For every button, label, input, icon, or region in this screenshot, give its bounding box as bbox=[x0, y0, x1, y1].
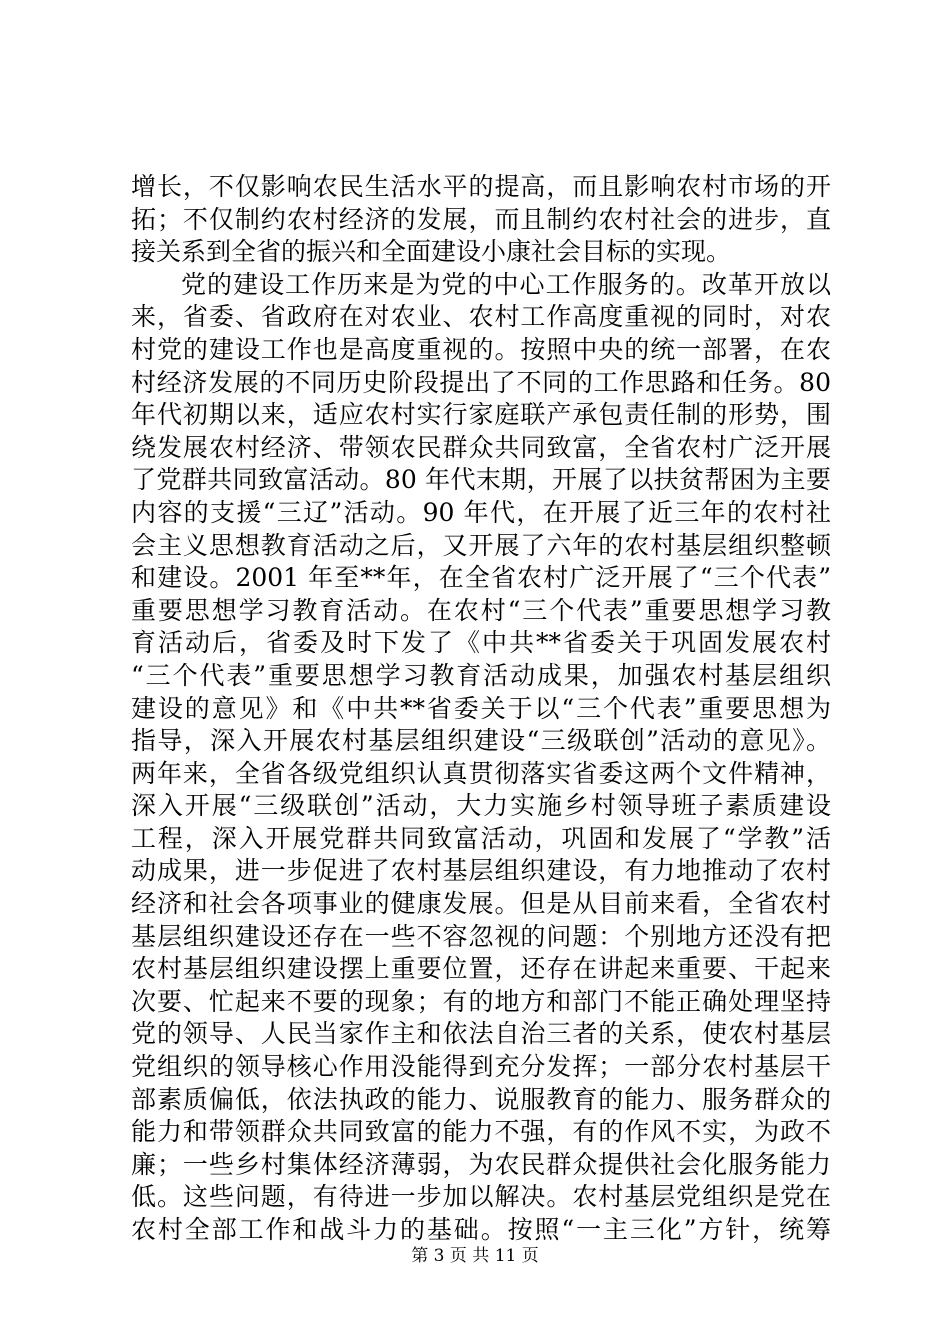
text-line: 会主义思想教育活动之后，又开展了六年的农村基层组织整顿 bbox=[131, 530, 831, 560]
text-line: 指导，深入开展农村基层组织建设“三级联创”活动的意见》。 bbox=[131, 726, 831, 756]
text-line: 两年来，全省各级党组织认真贯彻落实省委这两个文件精神， bbox=[131, 758, 831, 788]
text-line: 动成果，进一步促进了农村基层组织建设，有力地推动了农村 bbox=[131, 856, 831, 886]
text-line: 年代初期以来，适应农村实行家庭联产承包责任制的形势，围 bbox=[131, 400, 831, 430]
text-line: 经济和社会各项事业的健康发展。但是从目前来看，全省农村 bbox=[131, 889, 831, 919]
text-line: 建设的意见》和《中共**省委关于以“三个代表”重要思想为 bbox=[131, 693, 831, 723]
text-line: 农村基层组织建设摆上重要位置，还存在讲起来重要、干起来 bbox=[131, 954, 831, 984]
page-footer: 第 3 页 共 11 页 bbox=[411, 1246, 539, 1266]
text-line: 绕发展农村经济、带领农民群众共同致富，全省农村广泛开展 bbox=[131, 432, 831, 462]
text-line: 基层组织建设还存在一些不容忽视的问题：个别地方还没有把 bbox=[131, 921, 831, 951]
text-line: 党的领导、人民当家作主和依法自治三者的关系，使农村基层 bbox=[131, 1019, 831, 1049]
text-line: 育活动后，省委及时下发了《中共**省委关于巩固发展农村 bbox=[131, 628, 831, 658]
text-line: 部素质偏低，依法执政的能力、说服教育的能力、服务群众的 bbox=[131, 1084, 831, 1114]
text-line: 重要思想学习教育活动。在农村“三个代表”重要思想学习教 bbox=[131, 595, 831, 625]
text-line: 拓；不仅制约农村经济的发展，而且制约农村社会的进步，直 bbox=[131, 204, 831, 234]
text-line: 廉；一些乡村集体经济薄弱，为农民群众提供社会化服务能力 bbox=[131, 1149, 831, 1179]
text-line: 和建设。2001 年至**年，在全省农村广泛开展了“三个代表” bbox=[131, 563, 831, 593]
text-line: 低。这些问题，有待进一步加以解决。农村基层党组织是党在 bbox=[131, 1182, 831, 1212]
text-line: “三个代表”重要思想学习教育活动成果，加强农村基层组织 bbox=[131, 660, 831, 690]
text-line: 接关系到全省的振兴和全面建设小康社会目标的实现。 bbox=[131, 237, 732, 267]
text-line: 内容的支援“三辽”活动。90 年代，在开展了近三年的农村社 bbox=[131, 497, 831, 527]
text-line: 村经济发展的不同历史阶段提出了不同的工作思路和任务。80 bbox=[131, 367, 831, 397]
text-line: 增长，不仅影响农民生活水平的提高，而且影响农村市场的开 bbox=[131, 172, 831, 201]
text-line: 能力和带领群众共同致富的能力不强，有的作风不实，为政不 bbox=[131, 1117, 831, 1147]
text-line: 深入开展“三级联创”活动，大力实施乡村领导班子素质建设 bbox=[131, 791, 831, 821]
body-text bbox=[131, 171, 831, 1247]
text-line: 次要、忙起来不要的现象；有的地方和部门不能正确处理坚持 bbox=[131, 986, 831, 1016]
text-line: 村党的建设工作也是高度重视的。按照中央的统一部署，在农 bbox=[131, 334, 831, 364]
text-line: 党组织的领导核心作用没能得到充分发挥；一部分农村基层干 bbox=[131, 1052, 831, 1082]
text-line: 工程，深入开展党群共同致富活动，巩固和发展了“学教”活 bbox=[131, 823, 831, 853]
text-line: 来，省委、省政府在对农业、农村工作高度重视的同时，对农 bbox=[131, 302, 831, 332]
text-line: 农村全部工作和战斗力的基础。按照“一主三化”方针，统筹 bbox=[131, 1215, 831, 1244]
text-line: 了党群共同致富活动。80 年代末期，开展了以扶贫帮困为主要 bbox=[131, 465, 831, 495]
text-line: 党的建设工作历来是为党的中心工作服务的。改革开放以 bbox=[181, 269, 831, 299]
